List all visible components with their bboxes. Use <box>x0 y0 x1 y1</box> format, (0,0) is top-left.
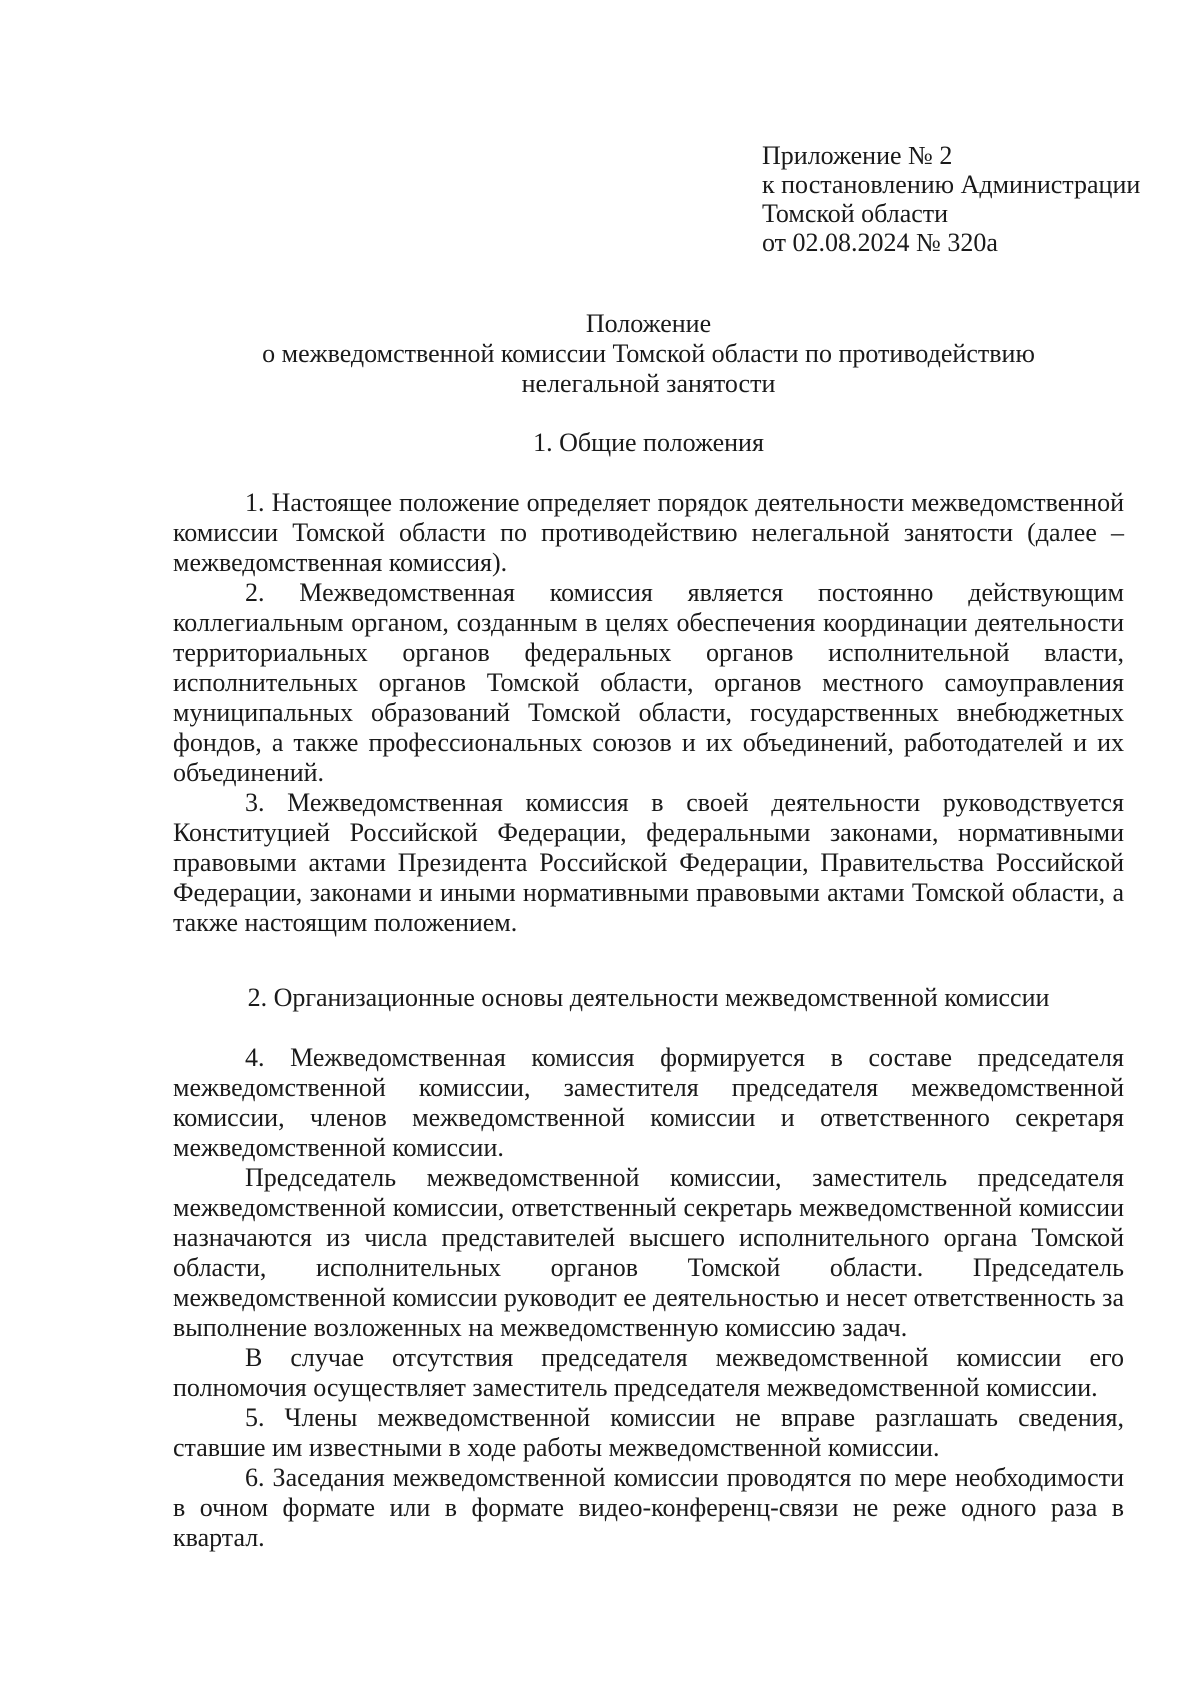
paragraph-5: 5. Члены межведомственной комиссии не вправе разглашать сведения, ставшие им известными в ходе работы межведомственной комиссии. <box>173 1403 1124 1462</box>
appendix-header <box>762 141 1142 257</box>
document-title <box>173 309 1124 399</box>
paragraph-3: 3. Межведомственная комиссия в своей деятельности руководствуется Конституцией Российской Федерации, федеральными законами, нормативными правовыми актами Президента Российской Федерации, Правительства Российской Федерации, законами и иными нормативными правовыми актами Томской области, а также настоящим положением. <box>173 788 1124 937</box>
appendix-number: Приложение № 2 <box>762 141 953 170</box>
title-line-3: нелегальной занятости <box>521 369 776 398</box>
paragraph-deputy: В случае отсутствия председателя межведомственной комиссии его полномочия осуществляет заместитель председателя межведомственной комиссии. <box>173 1343 1124 1402</box>
paragraph-1: 1. Настоящее положение определяет порядок деятельности межведомственной комиссии Томской области по противодействию нелегальной занятости (далее – межведомственная комиссия). <box>173 488 1124 577</box>
title-line-1: Положение <box>585 309 712 338</box>
appendix-decree-ref: к постановлению Администрации <box>762 170 1141 199</box>
paragraph-6: 6. Заседания межведомственной комиссии проводятся по мере необходимости в очном формате или в формате видео-конференц-связи не реже одного раза в квартал. <box>173 1463 1124 1552</box>
appendix-region: Томской области <box>762 199 949 228</box>
section-1-heading: 1. Общие положения <box>533 428 764 457</box>
paragraph-4: 4. Межведомственная комиссия формируется в составе председателя межведомственной комиссии, заместителя председателя межведомственной комиссии, членов межведомственной комиссии и ответственного секретаря межведомственной комиссии. <box>173 1043 1124 1162</box>
appendix-date-number: от 02.08.2024 № 320а <box>762 228 998 257</box>
paragraph-chairman: Председатель межведомственной комиссии, заместитель председателя межведомственной комиссии, ответственный секретарь межведомственной комиссии назначаются из числа представителей высшего исполнительного органа Томской области, исполнительных органов Томской области. Председатель межведомственной комиссии руководит ее деятельностью и несет ответственность за выполнение возложенных на межведомственную комиссию задач. <box>173 1163 1124 1342</box>
section-2-heading: 2. Организационные основы деятельности межведомственной комиссии <box>247 983 1050 1012</box>
section-1-body <box>173 488 1124 938</box>
title-line-2: о межведомственной комиссии Томской области по противодействию <box>262 339 1035 368</box>
paragraph-2: 2. Межведомственная комиссия является постоянно действующим коллегиальным органом, созданным в целях обеспечения координации деятельности территориальных органов федеральных органов исполнительной власти, исполнительных органов Томской области, органов местного самоуправления муниципальных образований Томской области, государственных внебюджетных фондов, а также профессиональных союзов и их объединений, работодателей и их объединений. <box>173 578 1124 787</box>
section-2-body <box>173 1043 1124 1553</box>
